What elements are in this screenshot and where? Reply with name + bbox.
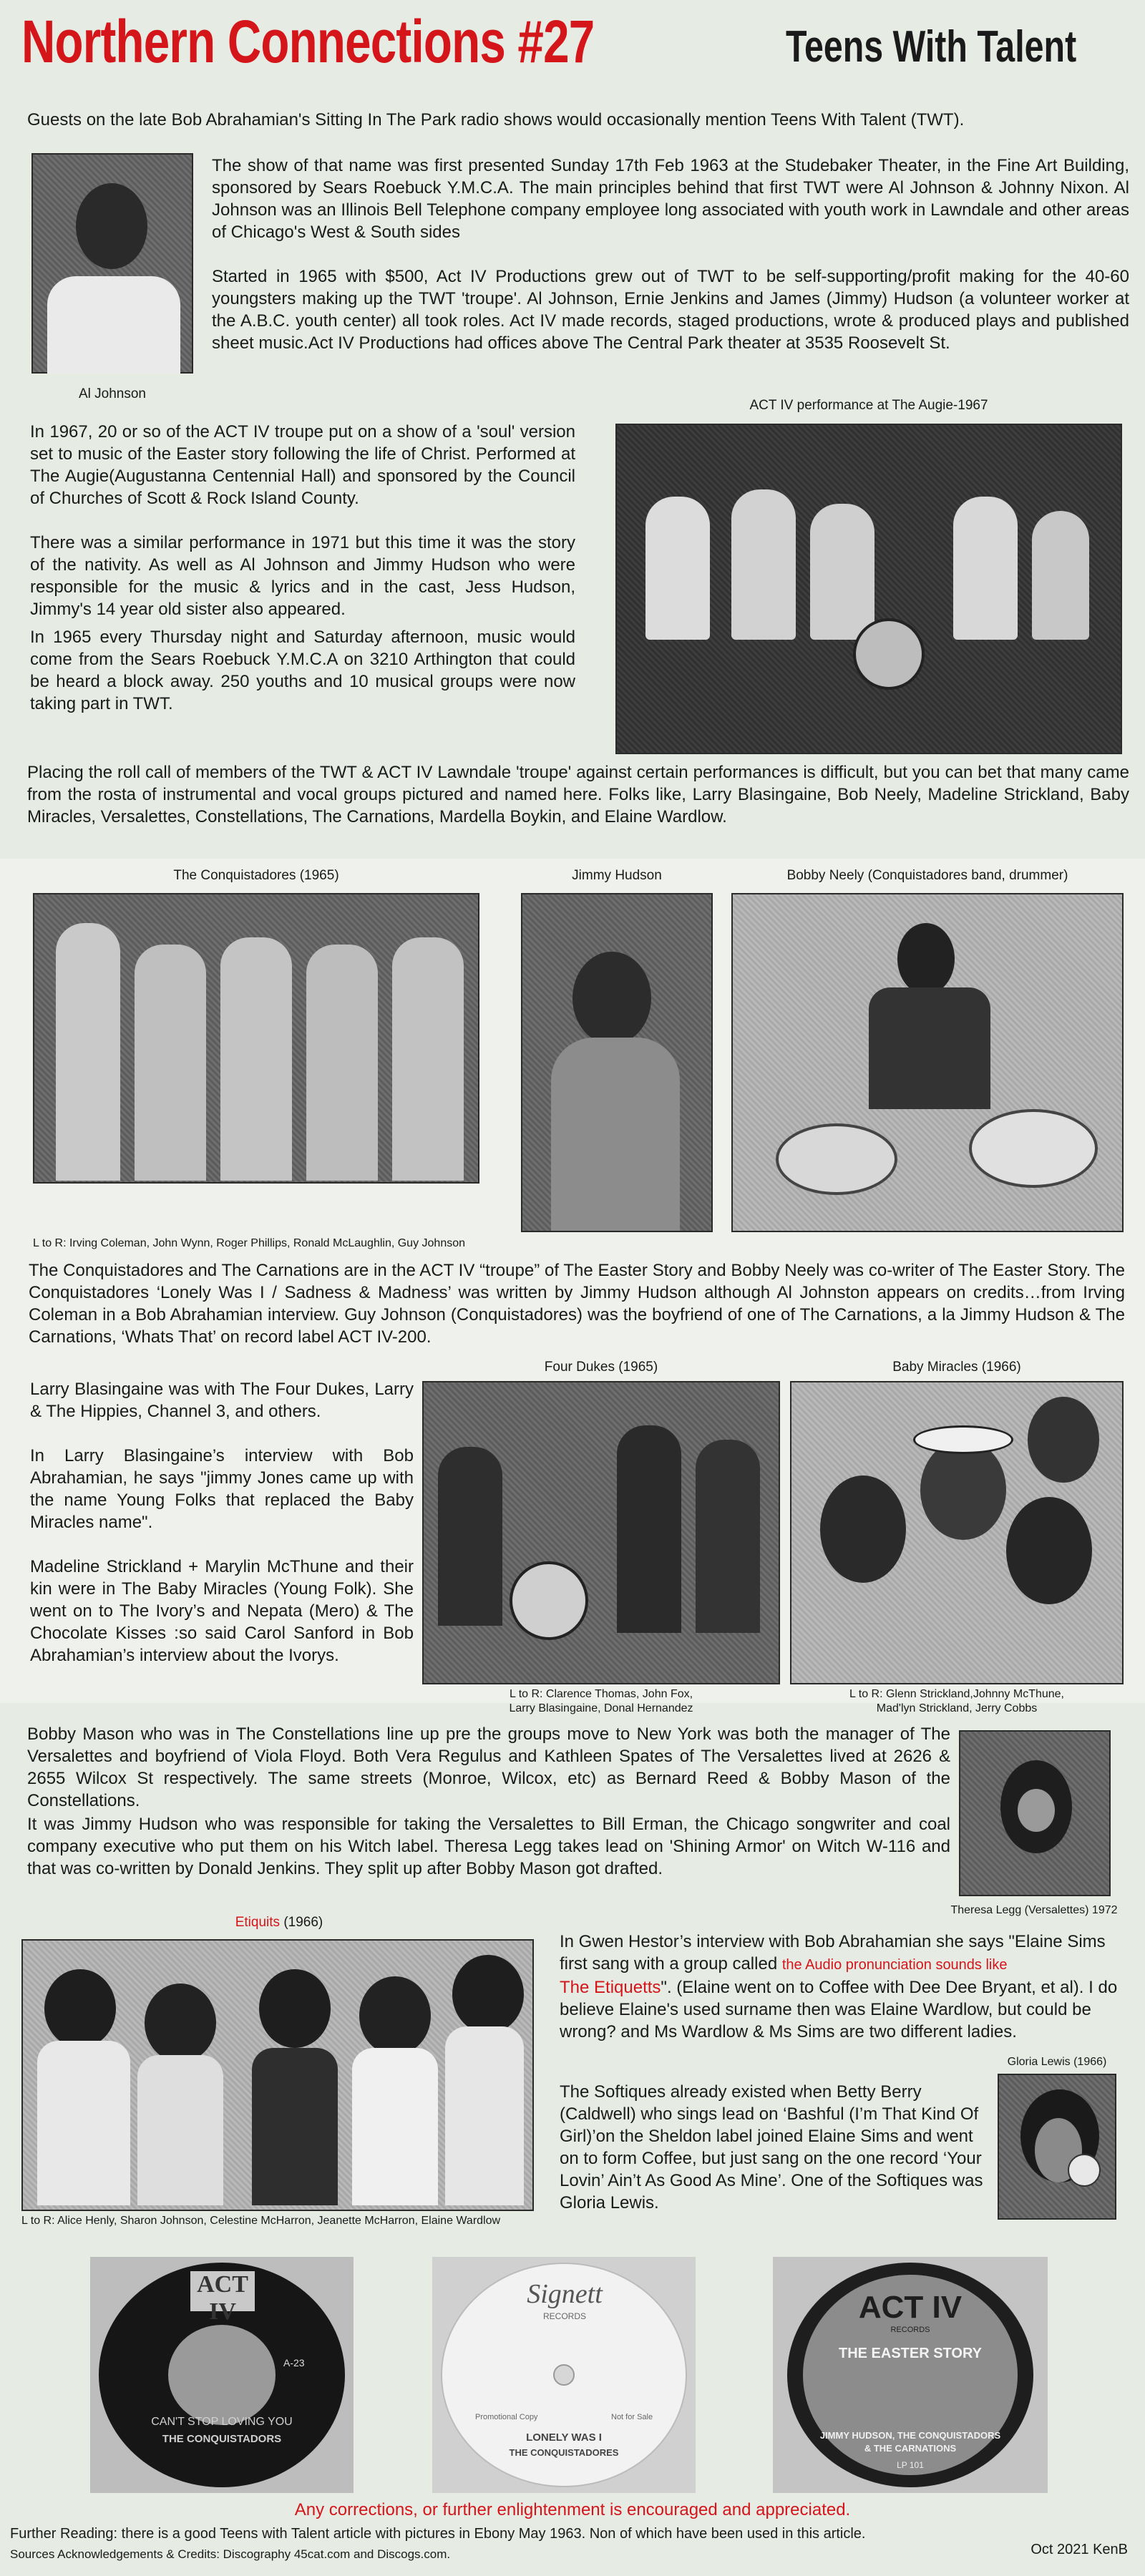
- jimmy-hudson-photo: [521, 893, 713, 1232]
- record-artist: THE CONQUISTADORES: [509, 2447, 619, 2458]
- record-card: [432, 2257, 696, 2493]
- section2-paragraph: In 1965 every Thursday night and Saturday afternoon, music would come from the Sears Roebuck Y.M.C.A on 3210 Arthington that could be heard a block away. 250 youths and 10 musical groups were now taking part in TWT.: [30, 628, 575, 713]
- section6-paragraph: [560, 1931, 1121, 2043]
- record-sub: RECORDS: [890, 2326, 930, 2334]
- baby-miracles-caption: Baby Miracles (1966): [892, 1360, 1021, 1375]
- section5-text: [27, 1723, 950, 1880]
- section6-text-2: The Softiques already existed when Betty Berry (Caldwell) who sings lead on ‘Bashful (I’m That Kind Of Girl)’on the Sheldon label joined Elaine Sims and went on to form Coffee, but just sang on the one record ‘Your Lovin’ Ain’t As Good As Mine’. One of the Softiques was Gloria Lewis.: [560, 2082, 983, 2212]
- section2-text: [30, 421, 575, 715]
- record-card: [773, 2257, 1048, 2493]
- al-johnson-photo: [31, 153, 193, 374]
- record-artist: JIMMY HUDSON, THE CONQUISTADORS: [819, 2430, 1001, 2441]
- baby-miracles-photo: [790, 1381, 1124, 1684]
- record-title: THE EASTER STORY: [838, 2346, 983, 2361]
- act-iv-performance-photo: [615, 424, 1122, 754]
- conquistadores-photo: [33, 893, 479, 1184]
- section1-paragraph: The show of that name was first presented Sunday 17th Feb 1963 at the Studebaker Theater, in the Fine Art Building, sponsored by Sears Roebuck Y.M.C.A. The main principles behind that first TWT were Al Johnson & Johnny Nixon. Al Johnson was an Illinois Bell Telephone company employee long associated with youth work in Lawndale and other areas of Chicago's West & South sides: [212, 156, 1129, 242]
- section4-paragraph: In Larry Blasingaine’s interview with Bob Abrahamian, he says "jimmy Jones came up with the name Young Folks that replaced the Baby Miracles name".: [30, 1446, 414, 1532]
- section4-text: [30, 1378, 414, 1667]
- gloria-lewis-photo: [998, 2074, 1116, 2220]
- section5-paragraph: It was Jimmy Hudson who was responsible for taking the Versalettes to Bill Erman, the Chicago songwriter and coal company executive who put them on his Witch label. Theresa Legg takes lead on 'Shining Armor' on Witch W-116 and that was co-written by Donald Jenkins. They split up after Bobby Mason got drafted.: [27, 1815, 950, 1878]
- conquistadores-caption: The Conquistadores (1965): [173, 868, 339, 883]
- act-iv-performance-caption: ACT IV performance at The Augie-1967: [749, 398, 988, 413]
- promo-right: Not for Sale: [611, 2413, 653, 2421]
- promo-left: Promotional Copy: [475, 2413, 538, 2421]
- section6-paragraph-part: ". (Elaine went on to Coffee with Dee Dee Bryant, et al). I do believe Elaine's used surname then was Elaine Wardlow, but could be wrong? and Ms Wardlow & Ms Sims are two different ladies.: [560, 1978, 1118, 2041]
- section4-paragraph: Larry Blasingaine was with The Four Dukes, Larry & The Hippies, Channel 3, and others.: [30, 1380, 414, 1421]
- act-iv-logo: ACT IV: [190, 2271, 255, 2311]
- record-sub: RECORDS: [542, 2311, 586, 2321]
- four-dukes-names-line: L to R: Clarence Thomas, John Fox,: [509, 1688, 693, 1700]
- section6-text: [560, 1931, 1121, 2049]
- further-reading: Further Reading: there is a good Teens with Talent article with pictures in Ebony May 1963. Non of which have been used in this article.: [10, 2526, 866, 2542]
- record-title: LONELY WAS I: [526, 2431, 602, 2444]
- corrections-note: Any corrections, or further enlightenment is encouraged and appreciated.: [294, 2500, 851, 2519]
- record-catalog: LP 101: [897, 2460, 924, 2470]
- spindle-hole: [553, 2364, 575, 2386]
- baby-miracles-names-line: L to R: Glenn Strickland,Johnny McThune,: [849, 1688, 1064, 1700]
- section2-paragraph: In 1967, 20 or so of the ACT IV troupe put on a show of a 'soul' version set to music of the Easter story following the life of Christ. Performed at The Augie(Augustanna Centennial Hall) and sponsored by the Council of Churches of Scott & Rock Island County.: [30, 422, 575, 508]
- record-card: [90, 2257, 354, 2493]
- jimmy-hudson-caption: Jimmy Hudson: [572, 868, 662, 883]
- etiquits-caption-year: (1966): [280, 1915, 323, 1930]
- section3-text: The Conquistadores and The Carnations are in the ACT IV “troupe” of The Easter Story and Bobby Neely was co-writer of The Easter Story. The Conquistadores ‘Lonely Was I / Sadness & Madness’ was written by Jimmy Hudson although Al Johnston appears on credits…from Irving Coleman in a Bob Abrahamian interview. Guy Johnson (Conquistadores) was the boyfriend of one of The Carnations, a la Jimmy Hudson & The Carnations, ‘Whats That’ on record label ACT IV-200.: [29, 1261, 1125, 1347]
- sources-credits: Sources Acknowledgements & Credits: Discography 45cat.com and Discogs.com.: [10, 2547, 451, 2561]
- bobby-neely-photo: [731, 893, 1124, 1232]
- record-artist: & THE CARNATIONS: [864, 2443, 957, 2454]
- theresa-legg-photo: [959, 1730, 1111, 1896]
- section6-paragraph-part: In Gwen Hestor’s interview with Bob Abrahamian she says "Elaine Sims first sang with a group called: [560, 1932, 1106, 1974]
- intro-text: Guests on the late Bob Abrahamian's Sitting In The Park radio shows would occasionally mention Teens With Talent (TWT).: [27, 110, 965, 130]
- theresa-legg-caption: Theresa Legg (Versalettes) 1972: [950, 1904, 1118, 1916]
- section1-paragraph: Started in 1965 with $500, Act IV Productions grew out of TWT to be self-supporting/profit making for the 40-60 youngsters making up the TWT 'troupe'. Al Johnson, Ernie Jenkins and James (Jimmy) Hudson (a volunteer worker at the A.B.C. youth center) all took roles. Act IV made records, staged productions, wrote & produced plays and published sheet music.Act IV Productions had offices above The Central Park theater at 3535 Roosevelt St.: [212, 267, 1129, 353]
- conquistadores-names: L to R: Irving Coleman, John Wynn, Roger Phillips, Ronald McLaughlin, Guy Johnson: [33, 1237, 466, 1249]
- four-dukes-names: [422, 1687, 780, 1716]
- page-subtitle: Teens With Talent: [786, 22, 1077, 72]
- section5-paragraph: Bobby Mason who was in The Constellations line up pre the groups move to New York was both the manager of The Versalettes and boyfriend of Viola Floyd. Both Vera Regulus and Kathleen Spates of The Versalettes lived at 2626 & 2655 Wilcox St respectively. The same streets (Monroe, Wilcox, etc) as Bernard Reed & Bobby Mason of the Constellations.: [27, 1724, 950, 1810]
- baby-miracles-names-line: Mad'lyn Strickland, Jerry Cobbs: [876, 1702, 1038, 1714]
- act-iv-logo: ACT IV: [858, 2290, 963, 2325]
- four-dukes-names-line: Larry Blasingaine, Donal Hernandez: [509, 1702, 693, 1714]
- section1-text: [212, 155, 1129, 354]
- record-artist: THE CONQUISTADORS: [162, 2433, 282, 2445]
- baby-miracles-names: [790, 1687, 1124, 1716]
- al-johnson-caption: Al Johnson: [78, 386, 146, 401]
- gloria-lewis-caption: Gloria Lewis (1966): [1007, 2056, 1107, 2068]
- signature: Oct 2021 KenB: [1030, 2542, 1128, 2557]
- section2-paragraph: There was a similar performance in 1971 but this time it was the story of the nativity. As well as Al Johnson and Jimmy Hudson who were responsible for the music & lyrics and in the cast, Jess Hudson, Jimmy's 14 year old sister also appeared.: [30, 533, 575, 619]
- page-title: Northern Connections #27: [21, 8, 595, 75]
- etiquits-photo: [21, 1939, 534, 2211]
- section4-paragraph: Madeline Strickland + Marylin McThune and their kin were in The Baby Miracles (Young Folk). She went on to The Ivory’s and Nepata (Mero) & The Chocolate Kisses :so said Carol Sanford in Bob Abrahamian’s interview about the Ivorys.: [30, 1557, 414, 1665]
- signett-logo: Signett: [527, 2279, 603, 2309]
- etiquits-caption: [21, 1915, 537, 1931]
- bobby-neely-caption: Bobby Neely (Conquistadores band, drummer): [786, 868, 1068, 883]
- section2-rollcall: Placing the roll call of members of the TWT & ACT IV Lawndale 'troupe' against certain performances is difficult, but you can bet that many came from the rosta of instrumental and vocal groups pictured and named here. Folks like, Larry Blasingaine, Bob Neely, Madeline Strickland, Baby Miracles, Versalettes, Constellations, The Carnations, Mardella Boykin, and Elaine Wardlow.: [27, 763, 1129, 826]
- record-catalog: A-23: [283, 2357, 305, 2368]
- pronunciation-note: the Audio pronunciation sounds like: [781, 1957, 1008, 1973]
- four-dukes-photo: [422, 1381, 780, 1684]
- etiquits-names: L to R: Alice Henly, Sharon Johnson, Celestine McHarron, Jeanette McHarron, Elaine Wardlow: [21, 2215, 501, 2227]
- record-title: CAN'T STOP LOVING YOU: [151, 2416, 293, 2428]
- etiquits-caption-red: Etiquits: [235, 1915, 281, 1930]
- four-dukes-caption: Four Dukes (1965): [544, 1360, 658, 1375]
- etiquetts-name: The Etiquetts: [560, 1978, 661, 1997]
- record-label: [168, 2325, 276, 2425]
